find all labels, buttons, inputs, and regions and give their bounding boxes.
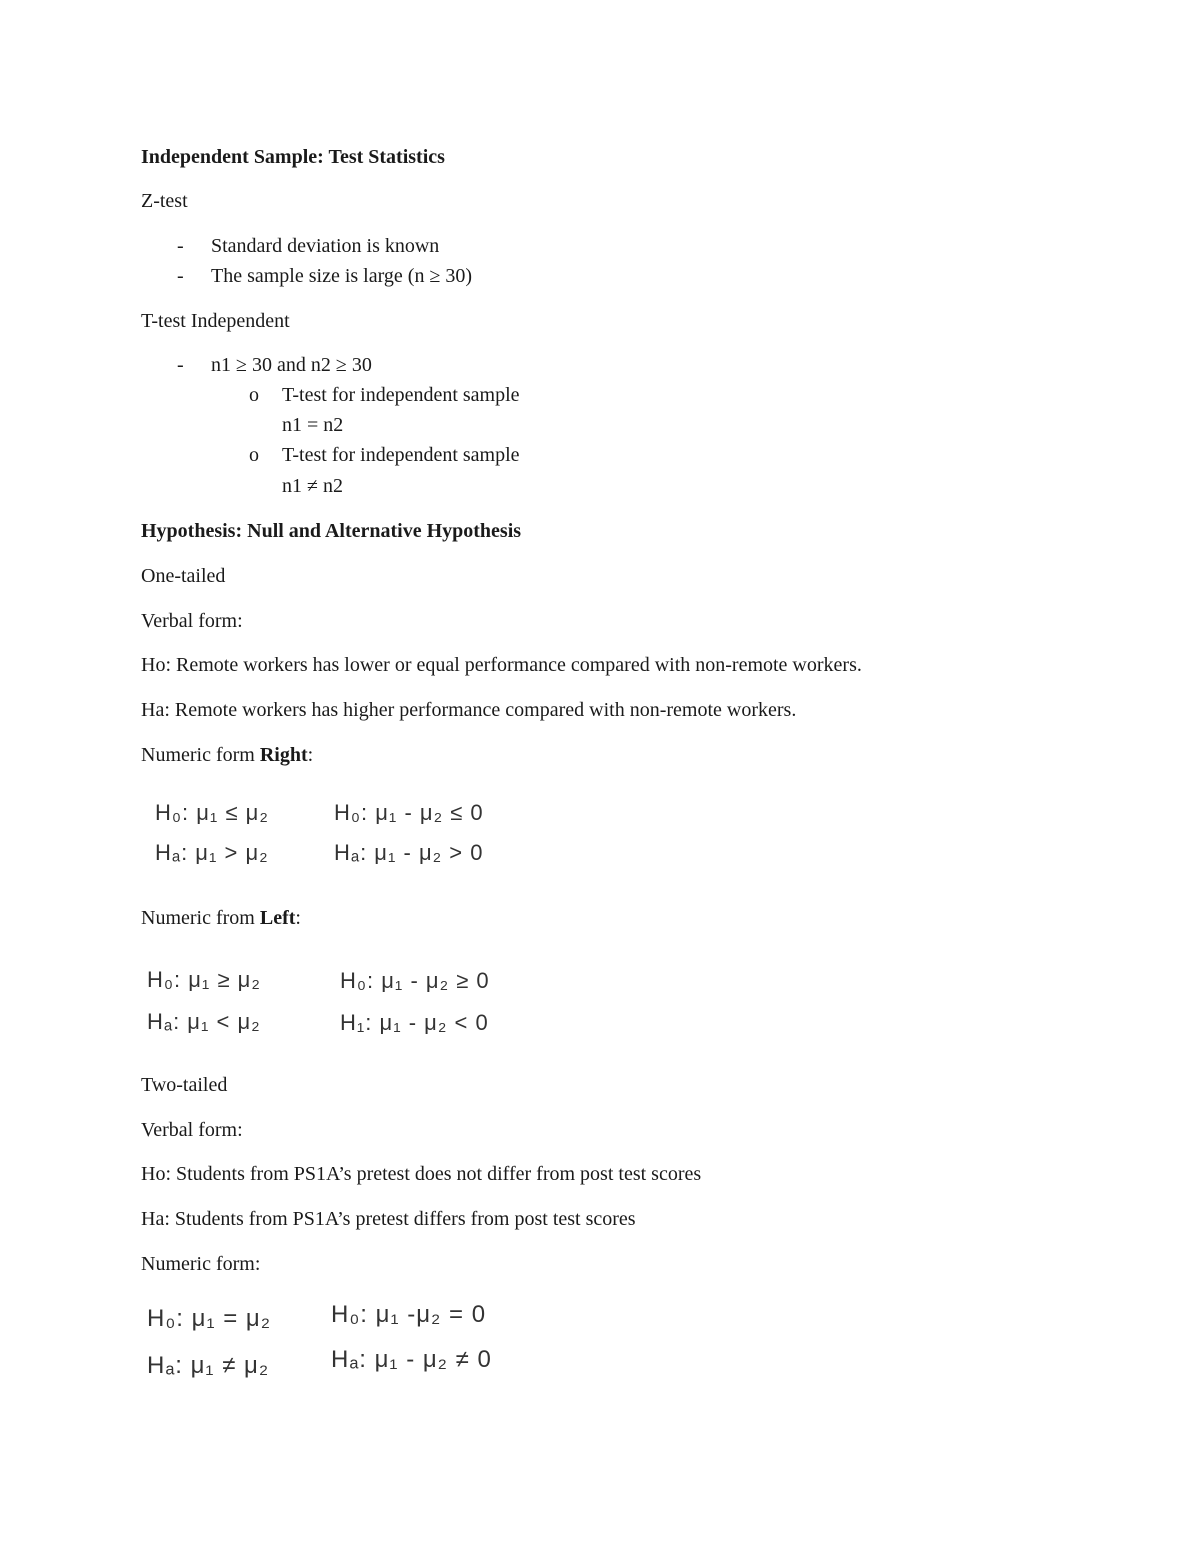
numeric-left-bold: Left	[259, 907, 296, 929]
formula-left-ha-b: H₁: μ₁ - μ₂ < 0	[340, 1010, 489, 1035]
formula-left-h0-a: H₀: μ₁ ≥ μ₂	[147, 967, 261, 992]
one-tailed-label: One-tailed	[141, 565, 226, 587]
bullet-o: o	[249, 444, 259, 466]
ho-two-tailed: Ho: Students from PS1A’s pretest does not differ from post test scores	[141, 1163, 702, 1185]
ttest-item-text: n1 ≥ 30 and n2 ≥ 30	[211, 354, 372, 376]
ttest-sub-line2: n1 = n2	[282, 414, 344, 436]
formula-right-h0-a: H₀: μ₁ ≤ μ₂	[155, 800, 269, 825]
formula-left-h0-b: H₀: μ₁ - μ₂ ≥ 0	[340, 968, 490, 993]
formula-left-ha-a: Hₐ: μ₁ < μ₂	[147, 1009, 261, 1034]
ttest-label: T-test Independent	[141, 310, 290, 332]
formula-two-ha-a: Hₐ: μ₁ ≠ μ₂	[147, 1352, 270, 1379]
two-tailed-label: Two-tailed	[141, 1074, 228, 1096]
ho-one-tailed: Ho: Remote workers has lower or equal performance compared with non-remote workers.	[141, 654, 862, 676]
bullet-o: o	[249, 384, 259, 406]
bullet-dash: -	[177, 354, 184, 376]
ztest-item-text: The sample size is large (n ≥ 30)	[211, 265, 473, 287]
numeric-left-label	[141, 906, 301, 930]
bullet-dash: -	[177, 235, 184, 257]
ttest-sub-line1: T-test for independent sample	[282, 384, 520, 406]
formula-right-ha-a: Hₐ: μ₁ > μ₂	[155, 840, 269, 865]
ztest-label: Z-test	[141, 190, 188, 212]
ttest-sub-line1: T-test for independent sample	[282, 444, 520, 466]
bullet-dash: -	[177, 265, 184, 287]
ztest-item-text: Standard deviation is known	[211, 235, 440, 257]
formula-two-h0-a: H₀: μ₁ = μ₂	[147, 1305, 272, 1332]
numeric-right-prefix: Numeric form	[141, 744, 260, 766]
ha-one-tailed: Ha: Remote workers has higher performance compared with non-remote workers.	[141, 699, 797, 721]
formula-two-ha-b: Hₐ: μ₁ - μ₂ ≠ 0	[331, 1346, 492, 1373]
section-title-hypothesis: Hypothesis: Null and Alternative Hypothesis	[141, 520, 522, 542]
verbal-form-label-2: Verbal form:	[141, 1119, 243, 1141]
numeric-left-prefix: Numeric from	[141, 907, 260, 929]
formula-right-ha-b: Hₐ: μ₁ - μ₂ > 0	[334, 840, 484, 865]
numeric-right-bold: Right	[259, 744, 308, 766]
numeric-right-label	[141, 743, 313, 767]
ha-two-tailed: Ha: Students from PS1A’s pretest differs from post test scores	[141, 1208, 636, 1230]
verbal-form-label: Verbal form:	[141, 610, 243, 632]
ttest-sub-line2: n1 ≠ n2	[282, 475, 343, 497]
numeric-right-suffix: :	[307, 744, 314, 766]
section-title-test-statistics: Independent Sample: Test Statistics	[141, 146, 445, 168]
numeric-form-label-2: Numeric form:	[141, 1253, 261, 1275]
formula-right-h0-b: H₀: μ₁ - μ₂ ≤ 0	[334, 800, 484, 825]
formula-two-h0-b: H₀: μ₁ -μ₂ = 0	[331, 1301, 487, 1328]
numeric-left-suffix: :	[295, 907, 301, 929]
